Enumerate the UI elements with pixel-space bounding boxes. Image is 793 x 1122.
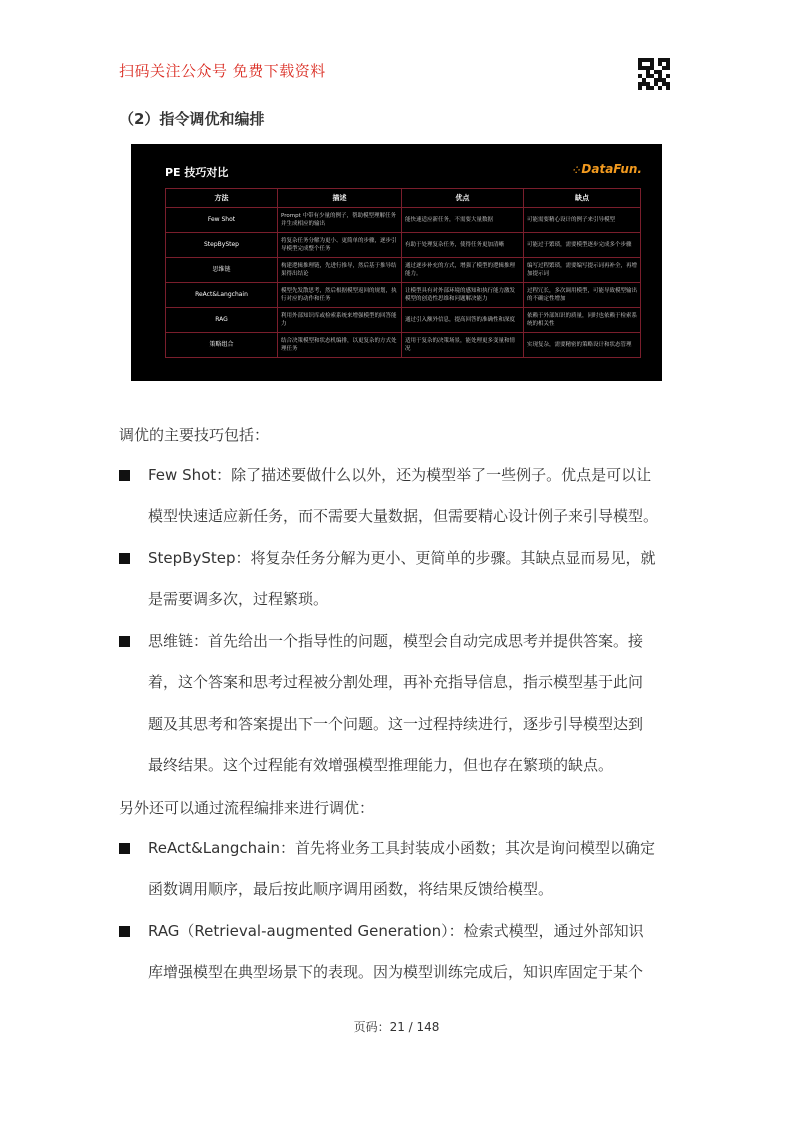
section-heading: （2）指令调优和编排 xyxy=(119,110,265,128)
table-row xyxy=(166,283,641,308)
bullet-line: 着，这个答案和思考过程被分割处理，再补充指导信息，指示模型基于此问 xyxy=(148,673,644,692)
table-cell-description: 构建逻辑推理链，先进行推导，然后基于推导结果得出结论 xyxy=(278,258,402,283)
bullet-line: 是需要调多次，过程繁琐。 xyxy=(148,590,329,609)
page-number: 页码：21 / 148 xyxy=(353,1020,440,1034)
pe-comparison-slide xyxy=(131,144,662,381)
table-header-row xyxy=(166,189,641,208)
pe-comparison-table xyxy=(165,188,641,358)
bullet-line: RAG（Retrieval-augmented Generation）：检索式模型，通过外部知识 xyxy=(148,922,644,940)
table-cell-cons: 过程冗长，多次调用模型，可能导致模型输出的不确定性增加 xyxy=(524,283,641,308)
table-row xyxy=(166,208,641,233)
bullet-line: StepByStep：将复杂任务分解为更小、更简单的步骤。其缺点显而易见，就 xyxy=(148,549,656,567)
promo-banner: 扫码关注公众号 免费下载资料 xyxy=(119,62,326,80)
table-cell-pros: 有助于处理复杂任务，使得任务更加清晰 xyxy=(402,233,524,258)
table-cell-description: Prompt 中带有少量的例子，帮助模型理解任务并生成相应的输出 xyxy=(278,208,402,233)
col-header-cons: 缺点 xyxy=(524,189,641,208)
bullet-item-react-langchain xyxy=(148,828,674,911)
qr-code-icon xyxy=(638,58,670,90)
bullet-square-icon xyxy=(119,843,130,854)
table-cell-method: RAG xyxy=(166,308,278,333)
table-cell-cons: 实现复杂，需要精密的策略设计和状态管理 xyxy=(524,333,641,358)
table-cell-cons: 可能需要精心设计的例子来引导模型 xyxy=(524,208,641,233)
datafun-logo: ⁘DataFun. xyxy=(572,162,642,176)
table-row xyxy=(166,233,641,258)
bullet-square-icon xyxy=(119,553,130,564)
intro-text: 调优的主要技巧包括： xyxy=(119,426,270,444)
col-header-method: 方法 xyxy=(166,189,278,208)
table-cell-pros: 通过引入额外信息，提高回答的准确性和深度 xyxy=(402,308,524,333)
table-cell-pros: 让模型具有对外部环境的感知和执行能力激发模型的创造性思维和问题解决能力 xyxy=(402,283,524,308)
table-row xyxy=(166,308,641,333)
bullet-item-few-shot xyxy=(148,455,674,538)
bullet-line: 模型快速适应新任务，而不需要大量数据，但需要精心设计例子来引导模型。 xyxy=(148,507,659,526)
bullet-line: Few Shot：除了描述要做什么以外，还为模型举了一些例子。优点是可以让 xyxy=(148,466,652,484)
col-header-pros: 优点 xyxy=(402,189,524,208)
table-cell-method: 思维链 xyxy=(166,258,278,283)
transition-text: 另外还可以通过流程编排来进行调优： xyxy=(119,799,375,817)
table-cell-method: Few Shot xyxy=(166,208,278,233)
bullet-square-icon xyxy=(119,926,130,937)
bullet-item-stepbystep xyxy=(148,538,674,621)
bullet-line: 函数调用顺序，最后按此顺序调用函数，将结果反馈给模型。 xyxy=(148,880,554,899)
table-cell-description: 结合决策模型和状态机编排，以更复杂的方式处理任务 xyxy=(278,333,402,358)
table-cell-description: 模型先发散思考，然后根据模型返回的规划，执行对应的动作和任务 xyxy=(278,283,402,308)
table-cell-cons: 编写过程繁琐，需要编写提示词再补全，再增加提示词 xyxy=(524,258,641,283)
table-cell-pros: 通过逐步补充的方式，增强了模型的逻辑推理能力。 xyxy=(402,258,524,283)
bullet-square-icon xyxy=(119,470,130,481)
table-cell-method: StepByStep xyxy=(166,233,278,258)
table-cell-cons: 可能过于繁琐，需要模型逐步完成多个步骤 xyxy=(524,233,641,258)
bullet-line: 库增强模型在典型场景下的表现。因为模型训练完成后，知识库固定于某个 xyxy=(148,963,644,982)
bullet-item-chain-of-thought xyxy=(148,621,674,786)
table-cell-method: ReAct&Langchain xyxy=(166,283,278,308)
bullet-line: 题及其思考和答案提出下一个问题。这一过程持续进行，逐步引导模型达到 xyxy=(148,714,644,733)
table-cell-description: 利用外部知识库或检索系统来增强模型的回答能力 xyxy=(278,308,402,333)
bullet-square-icon xyxy=(119,636,130,647)
table-cell-pros: 适用于复杂的决策场景，能处理更多变量和情况 xyxy=(402,333,524,358)
bullet-line: ReAct&Langchain：首先将业务工具封装成小函数；其次是询问模型以确定 xyxy=(148,839,655,857)
table-cell-description: 将复杂任务分解为更小、更简单的步骤，逐步引导模型完成整个任务 xyxy=(278,233,402,258)
table-cell-cons: 依赖于外部知识的质量，同时也依赖于检索系统的相关性 xyxy=(524,308,641,333)
table-row xyxy=(166,258,641,283)
bullet-line: 思维链：首先给出一个指导性的问题，模型会自动完成思考并提供答案。接 xyxy=(148,632,644,650)
bullet-item-rag xyxy=(148,911,674,994)
table-cell-method: 策略组合 xyxy=(166,333,278,358)
table-row xyxy=(166,333,641,358)
slide-title: PE 技巧对比 xyxy=(165,166,229,179)
bullet-line: 最终结果。这个过程能有效增强模型推理能力，但也存在繁琐的缺点。 xyxy=(148,755,614,774)
col-header-description: 描述 xyxy=(278,189,402,208)
table-cell-pros: 能快速适应新任务，不需要大量数据 xyxy=(402,208,524,233)
